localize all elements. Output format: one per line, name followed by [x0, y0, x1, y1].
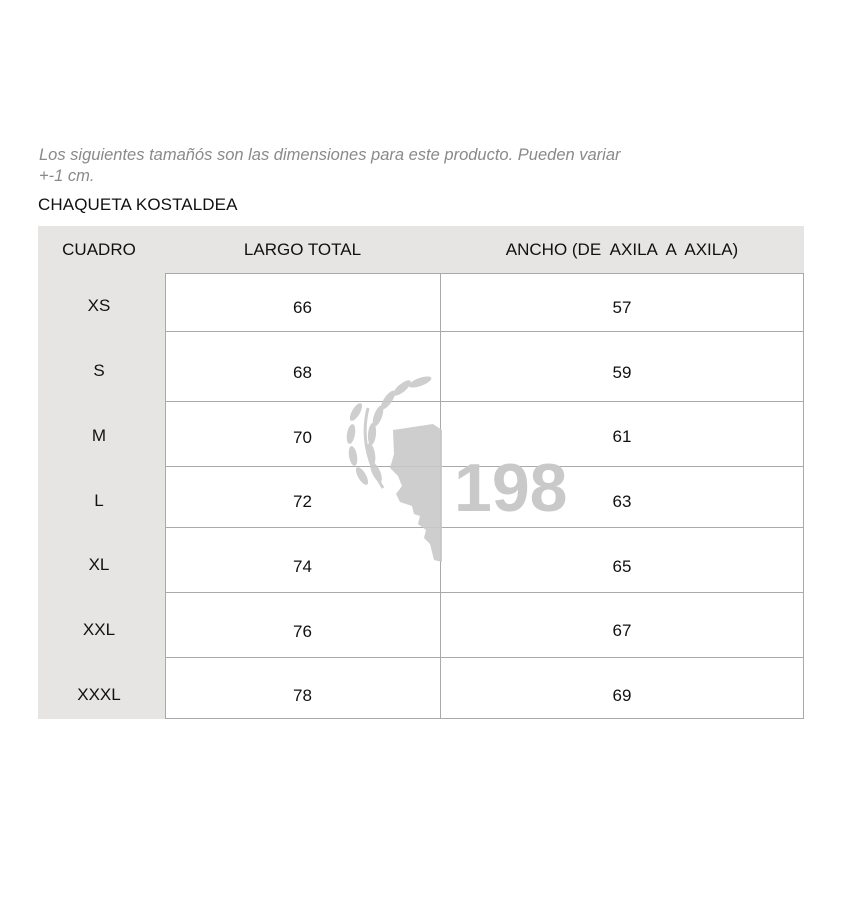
ancho-cell: 67 [612, 621, 632, 640]
header-largo-total: LARGO TOTAL [243, 240, 362, 259]
size-cell: L [94, 491, 104, 510]
row-divider [165, 657, 804, 658]
laurel-profile-logo-icon [338, 368, 568, 568]
largo-cell: 72 [293, 492, 312, 511]
ancho-cell: 57 [612, 298, 632, 317]
ancho-cell: 61 [612, 427, 632, 446]
ancho-cell: 63 [612, 492, 632, 511]
largo-cell: 70 [293, 428, 312, 447]
size-cell: XS [87, 296, 111, 315]
size-cell: M [91, 426, 107, 445]
ancho-cell: 65 [612, 557, 632, 576]
largo-cell: 66 [293, 298, 312, 317]
largo-cell: 74 [293, 557, 312, 576]
svg-text:198: 198 [454, 450, 568, 526]
header-ancho: ANCHO (DE AXILA A AXILA) [505, 240, 739, 259]
row-divider [165, 592, 804, 593]
size-cell: S [93, 361, 105, 380]
product-title: CHAQUETA KOSTALDEA [38, 195, 238, 214]
row-divider [165, 331, 804, 332]
size-note-line-1: Los siguientes tamañós son las dimensiones para este producto. Pueden variar [39, 146, 621, 164]
ancho-cell: 59 [612, 363, 632, 382]
header-cuadro: CUADRO [62, 240, 136, 259]
ancho-cell: 69 [612, 686, 632, 705]
largo-cell: 78 [293, 686, 312, 705]
size-cell: XXXL [77, 685, 121, 704]
size-note [39, 145, 699, 187]
size-cell: XL [88, 555, 110, 574]
size-cell: XXL [82, 620, 116, 639]
size-note-line-2: +-1 cm. [39, 167, 95, 185]
largo-cell: 68 [293, 363, 312, 382]
largo-cell: 76 [293, 622, 312, 641]
